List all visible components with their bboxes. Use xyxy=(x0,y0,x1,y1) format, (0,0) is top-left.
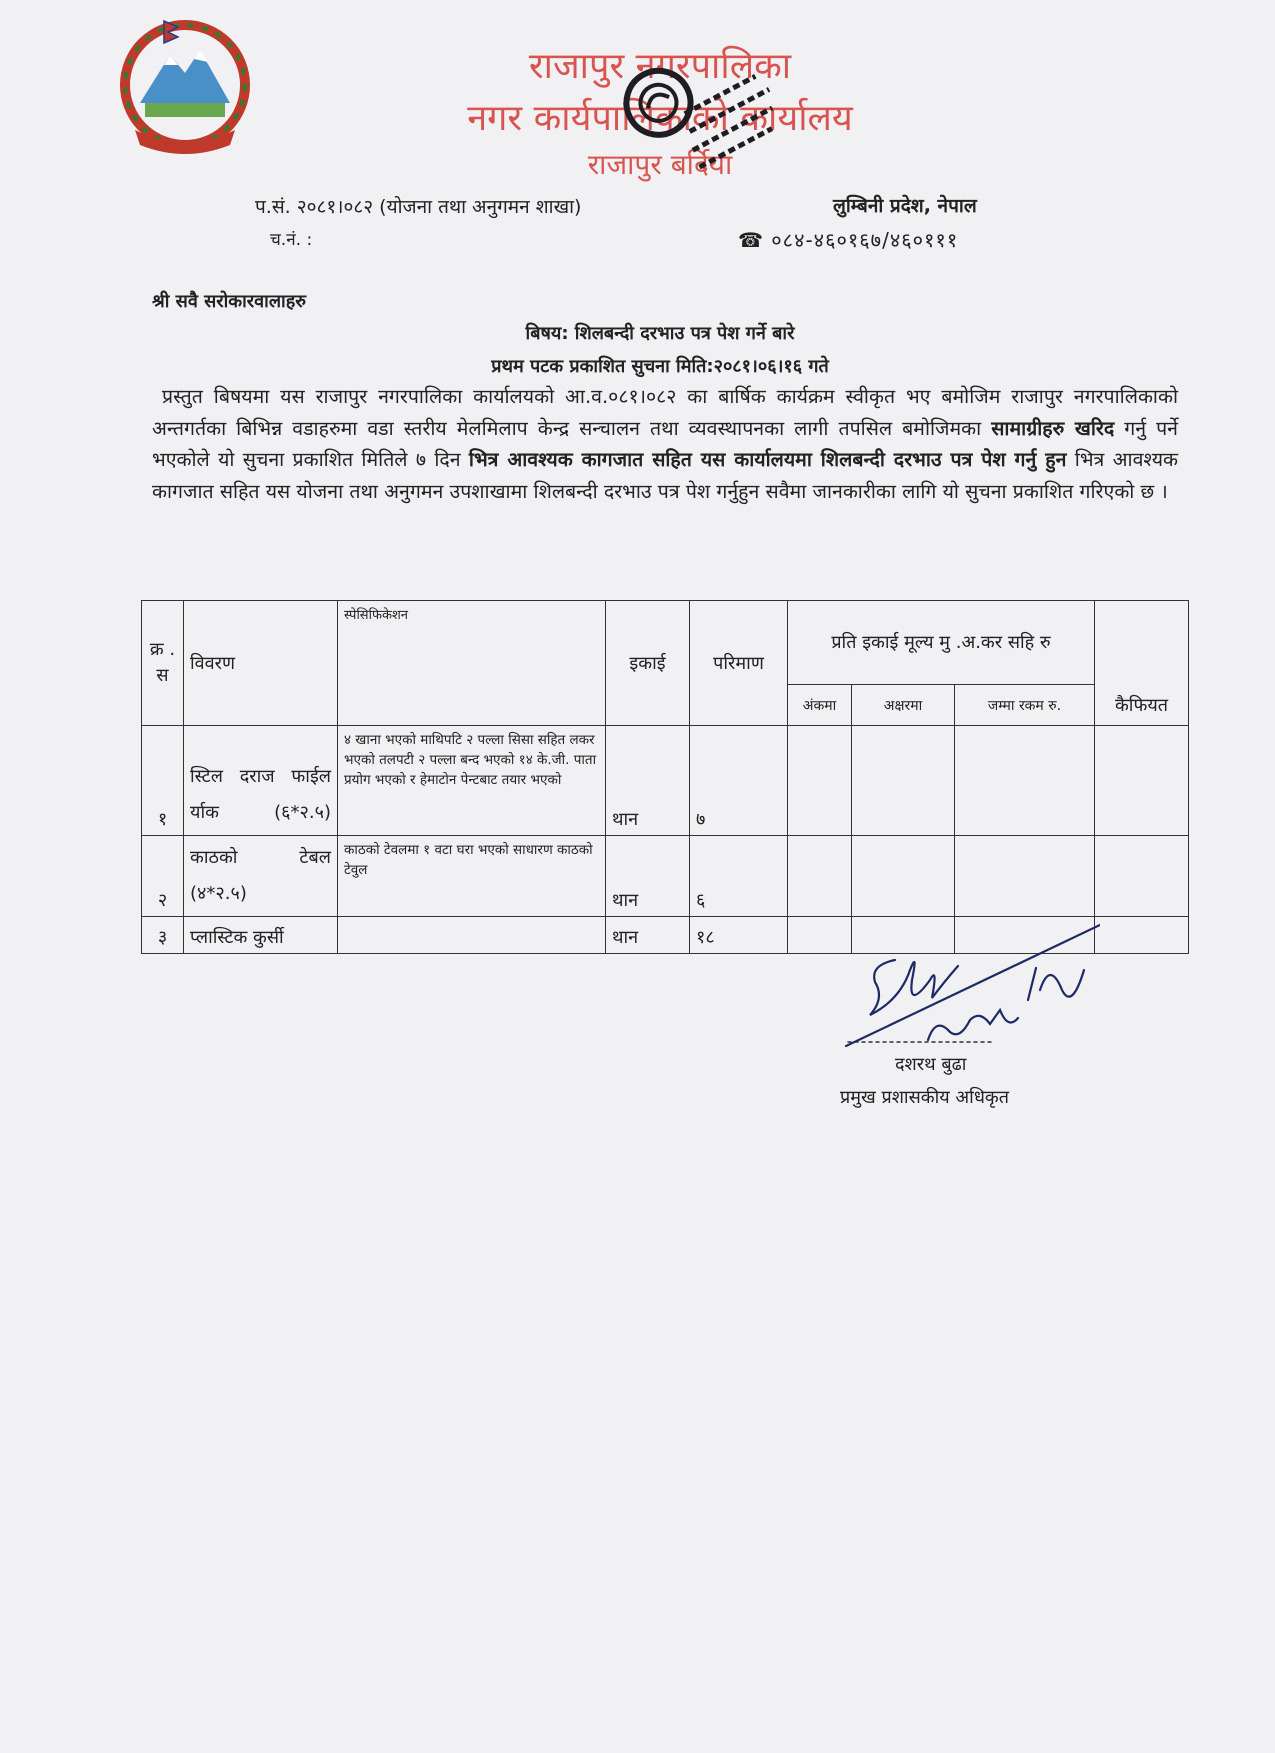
body-bold-part: भित्र आवश्यक कागजात सहित यस कार्यालयमा शिलबन्दी दरभाउ पत्र पेश गर्नु हुन xyxy=(468,448,1067,471)
reference-number: प.सं. २०८१।०८२ (योजना तथा अनुगमन शाखा) xyxy=(255,196,582,218)
office-name: नगर कार्यपालिकाको कार्यालय xyxy=(467,98,853,139)
subject-line: बिषय: शिलबन्दी दरभाउ पत्र पेश गर्ने बारे xyxy=(525,323,795,344)
row-description: काठको टेबल (४*२.५) xyxy=(184,836,338,917)
signer-title: प्रमुख प्रशासकीय अधिकृत xyxy=(840,1087,1009,1108)
row-specification: ४ खाना भएको माथिपटि २ पल्ला सिसा सहित लकर भएको तलपटी २ पल्ला बन्द भएको १४ के.जी. पाता प्रयोग भएको र हेमाटोन पेन्टबाट तयार भएको xyxy=(338,726,606,836)
addressee: श्री सवै सरोकारवालाहरु xyxy=(152,291,307,312)
items-table xyxy=(141,600,1189,954)
municipality-name: राजापुर नगरपालिका xyxy=(528,46,792,87)
row-serial: २ xyxy=(142,836,184,917)
header-description: विवरण xyxy=(184,601,338,726)
body-bold-part: सामाग्रीहरु खरिद xyxy=(991,416,1115,440)
row-total xyxy=(955,836,1095,917)
phone-number: ☎ ०८४-४६०१६७/४६०१११ xyxy=(738,228,959,252)
row-specification: काठको टेवलमा १ वटा घरा भएको साधारण काठको टेवुल xyxy=(338,836,606,917)
header-specification: स्पेसिफिकेशन xyxy=(338,601,606,726)
header-quantity: परिमाण xyxy=(690,601,788,726)
handwritten-signature xyxy=(840,920,1100,1060)
body-text-part: गर्नु पर्ने भएकोले यो सुचना प्रकाशित मितिले ७ दिन xyxy=(152,416,1178,471)
body-text-part: प्रस्तुत बिषयमा यस राजापुर नगरपालिका कार्यालयको आ.व.०८१।०८२ का बार्षिक कार्यक्रम स्वीकृत भए बमोजिम राजापुर नगरपालिकाको अन्तगर्तका बिभिन्न वडाहरुमा वडा स्तरीय मेलमिलाप केन्द्र सन्चालन तथा व्यवस्थापनका लागी तपसिल बमोजिमका xyxy=(152,385,1178,440)
publication-date-line: प्रथम पटक प्रकाशित सुचना मिति:२०८१।०६।१६ गते xyxy=(491,356,829,377)
row-serial: १ xyxy=(142,726,184,836)
table-row xyxy=(142,836,1189,917)
row-unit: थान xyxy=(606,836,690,917)
office-location: राजापुर बर्दिया xyxy=(587,148,733,181)
province-label: लुम्बिनी प्रदेश, नेपाल xyxy=(833,195,977,217)
row-price-words xyxy=(852,726,955,836)
row-remarks xyxy=(1095,836,1189,917)
row-remarks xyxy=(1095,917,1189,954)
signer-name: दशरथ बुढा xyxy=(895,1054,967,1075)
body-text-part: भित्र आवश्यक कागजात सहित यस योजना तथा अनुगमन उपशाखामा शिलबन्दी दरभाउ पत्र पेश गर्नुहुन सवैमा जानकारीका लागि यो सुचना प्रकाशित गरिएको छ । xyxy=(152,448,1178,503)
row-quantity: ७ xyxy=(690,726,788,836)
row-specification xyxy=(338,917,606,954)
header-unit: इकाई xyxy=(606,601,690,726)
row-total xyxy=(955,726,1095,836)
row-price-figures xyxy=(788,836,852,917)
dispatch-number: च.नं. : xyxy=(270,230,313,250)
row-description: स्टिल दराज फाईल र्याक (६*२.५) xyxy=(184,726,338,836)
nepal-emblem-icon xyxy=(100,15,270,160)
row-serial: ३ xyxy=(142,917,184,954)
table-header-row xyxy=(142,601,1189,685)
row-quantity: ६ xyxy=(690,836,788,917)
row-quantity: १८ xyxy=(690,917,788,954)
header-remarks: कैफियत xyxy=(1095,601,1189,726)
row-price-figures xyxy=(788,726,852,836)
notice-body xyxy=(152,381,1178,507)
header-serial: क्र . स xyxy=(142,601,184,726)
row-unit: थान xyxy=(606,726,690,836)
row-remarks xyxy=(1095,726,1189,836)
row-price-words xyxy=(852,836,955,917)
header-in-words: अक्षरमा xyxy=(852,685,955,726)
office-seal-stamp xyxy=(620,45,790,195)
row-unit: थान xyxy=(606,917,690,954)
header-in-figures: अंकमा xyxy=(788,685,852,726)
header-unit-price: प्रति इकाई मूल्य मु .अ.कर सहि रु xyxy=(788,601,1095,685)
header-total: जम्मा रकम रु. xyxy=(955,685,1095,726)
row-description: प्लास्टिक कुर्सी xyxy=(184,917,338,954)
table-row xyxy=(142,726,1189,836)
